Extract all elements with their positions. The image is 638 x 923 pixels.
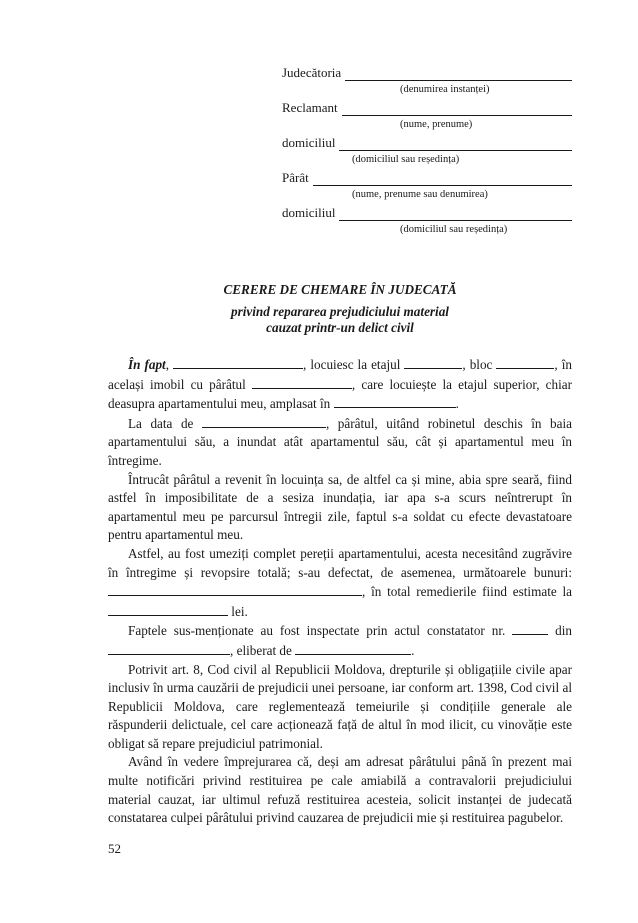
paragraph-2 — [108, 414, 572, 471]
paragraph-7: Având în vedere împrejurarea că, deși am adresat pârâtului până în prezent mai multe notificări privind restituirea pe cale amiabilă a contravalorii prejudiciului material cauzat, iar ultimul refuză restituirea acesteia, solicit instanței de judecată constatarea culpei pârâtului privind cauzarea de prejudicii mie și restituirea pagubelor. — [108, 754, 572, 826]
act-number-blank[interactable] — [512, 621, 548, 635]
damaged-goods-blank[interactable] — [108, 582, 362, 596]
text: . — [455, 396, 459, 412]
defendant-name-blank[interactable] — [252, 375, 352, 389]
text: , eliberat de — [230, 642, 292, 658]
floor-blank[interactable] — [404, 355, 462, 369]
page-number: 52 — [108, 841, 121, 856]
defendant-domicile-blank[interactable] — [339, 208, 572, 221]
text: din — [555, 623, 573, 639]
document-body — [108, 355, 572, 828]
paragraph-1 — [108, 355, 572, 414]
text: Astfel, au fost umeziți complet pereții apartamentului, acesta necesitând zugrăvire în întregime și revopsire totală; s-au defectat, de asemenea, următoarele bunuri: — [108, 545, 572, 580]
document-subtitle — [108, 304, 572, 336]
plaintiff-domicile-blank[interactable] — [339, 138, 572, 151]
plaintiff-note: (nume, prenume) — [400, 119, 473, 130]
title-line-3: cauzat printr-un delict civil — [266, 320, 414, 335]
text: La data de — [128, 415, 194, 431]
court-row — [282, 64, 572, 81]
plaintiff-domicile-note: (domiciliul sau reședința) — [352, 154, 460, 165]
title-line-2: privind repararea prejudiciului material — [231, 304, 449, 319]
text: , care locuiește la etajul superior, chiar deasupra apartamentului meu, amplasat în — [108, 376, 572, 412]
paragraph-4 — [108, 545, 572, 621]
plaintiff-name-blank[interactable] — [173, 355, 303, 369]
paragraph-5 — [108, 621, 572, 660]
plaintiff-label: Reclamant — [282, 100, 338, 115]
text: Faptele sus-menționate au fost inspectate prin actul constatator nr. — [128, 623, 506, 639]
defendant-domicile-row — [282, 204, 572, 221]
text: , bloc — [462, 357, 493, 372]
defendant-note: (nume, prenume sau denumirea) — [352, 189, 488, 200]
text: , pârâtul, uitând robinetul deschis în baia apartamentului său, a inundat atât apartamentul său, cât și apartamentul meu în întregime. — [108, 415, 573, 468]
address-blank[interactable] — [334, 394, 456, 408]
court-note: (denumirea instanței) — [400, 84, 490, 95]
plaintiff-row — [282, 99, 572, 116]
defendant-domicile-note: (domiciliul sau reședința) — [400, 224, 508, 235]
issuer-blank[interactable] — [295, 641, 411, 655]
defendant-domicile-label: domiciliul — [282, 205, 336, 220]
block-blank[interactable] — [496, 355, 554, 369]
act-date-blank[interactable] — [108, 641, 230, 655]
plaintiff-domicile-row — [282, 134, 572, 151]
facts-lead: În fapt — [128, 357, 166, 372]
defendant-row — [282, 169, 572, 186]
court-header — [282, 64, 572, 239]
defendant-blank[interactable] — [313, 173, 572, 186]
title-line-1: CERERE DE CHEMARE ÎN JUDECATĂ — [223, 282, 457, 297]
paragraph-3: Întrucât pârâtul a revenit în locuința sa, de altfel ca și mine, abia spre seară, fiind astfel în imposibilitate de a sesiza inundația, iar apa s-a scurs neîntrerupt în apartamentul meu pe parcursul întregii zile, faptul s-a soldat cu efecte devastatoare pentru apartamentul meu. — [108, 471, 572, 543]
document-title — [108, 282, 572, 298]
text: , — [554, 357, 558, 372]
text: , — [165, 357, 170, 372]
amount-blank[interactable] — [108, 602, 228, 616]
defendant-label: Pârât — [282, 170, 309, 185]
text: , în total remedierile fiind estimate la — [362, 584, 572, 600]
court-blank[interactable] — [345, 68, 572, 81]
text: , locuiesc la etajul — [303, 357, 401, 372]
paragraph-6: Potrivit art. 8, Cod civil al Republicii Moldova, drepturile și obligațiile civile apar inclusiv în urma cauzării de prejudicii unei persoane, iar conform art. 1398, Cod civil al Republicii Moldova, care reglementează temeiurile și condițiile generale ale răspunderii delictuale, cel care acționează față de altul în mod ilicit, cu vinovăție este obligat să repare prejudiciul patrimonial. — [108, 661, 572, 751]
plaintiff-domicile-label: domiciliul — [282, 135, 336, 150]
date-blank[interactable] — [202, 414, 326, 428]
text: lei. — [231, 603, 248, 619]
court-label: Judecătoria — [282, 65, 342, 80]
plaintiff-blank[interactable] — [342, 103, 572, 116]
text: în același imobil cu pârâtul — [108, 357, 572, 392]
text: . — [411, 642, 415, 658]
